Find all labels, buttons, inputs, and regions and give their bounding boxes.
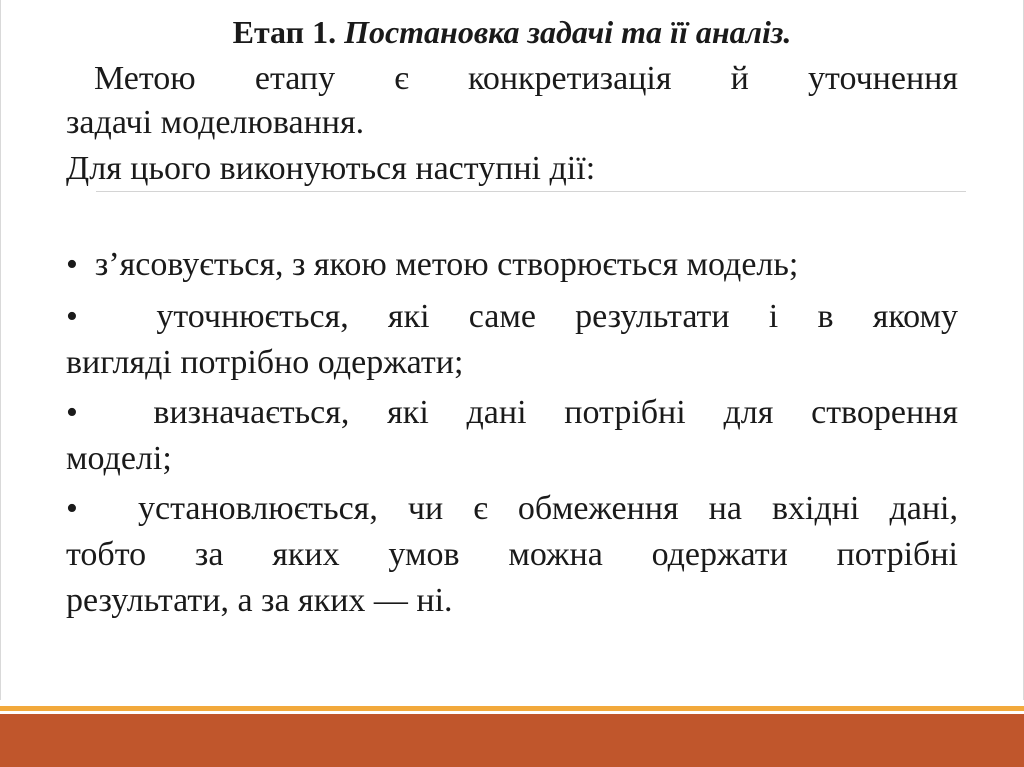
bullet-marker: •: [66, 298, 78, 335]
bullet-text: з’ясовується, з якою метою створюється модель;: [94, 246, 799, 283]
bullet-text: уточнюється, які саме результати і в якому: [156, 298, 958, 335]
bullet-item-3: [66, 392, 958, 434]
intro-line-3: Для цього виконуються наступні дії:: [66, 150, 596, 187]
bullet-item-4-continuation-2: результати, а за яких — ні.: [66, 582, 453, 619]
footer-bar: [0, 714, 1024, 767]
bullet-item-4-continuation-1: тобто за яких умов можна одержати потрібні: [66, 536, 958, 573]
bullet-item-4: [66, 488, 958, 530]
footer-accent-stripe: [0, 706, 1024, 711]
slide-border-left: [0, 0, 1, 700]
bullet-text: визначається, які дані потрібні для створення: [153, 394, 959, 431]
bullet-item-1: [66, 244, 958, 286]
slide-title: [0, 12, 1024, 52]
bullet-item-2-continuation: вигляді потрібно одержати;: [66, 344, 464, 381]
divider-line: [96, 191, 966, 192]
bullet-marker: •: [66, 394, 78, 431]
intro-line-1: Метою етапу є конкретизація й уточнення: [94, 60, 958, 97]
bullet-marker: •: [66, 490, 78, 527]
bullet-marker: •: [66, 246, 78, 283]
intro-line-2: задачі моделювання.: [66, 104, 365, 141]
bullet-item-2: [66, 296, 958, 338]
bullet-text: установлюється, чи є обмеження на вхідні дані,: [138, 490, 958, 527]
bullet-item-3-continuation: моделі;: [66, 440, 172, 477]
title-italic: Постановка задачі та її аналіз.: [344, 14, 792, 50]
title-prefix: Етап 1.: [232, 14, 337, 50]
